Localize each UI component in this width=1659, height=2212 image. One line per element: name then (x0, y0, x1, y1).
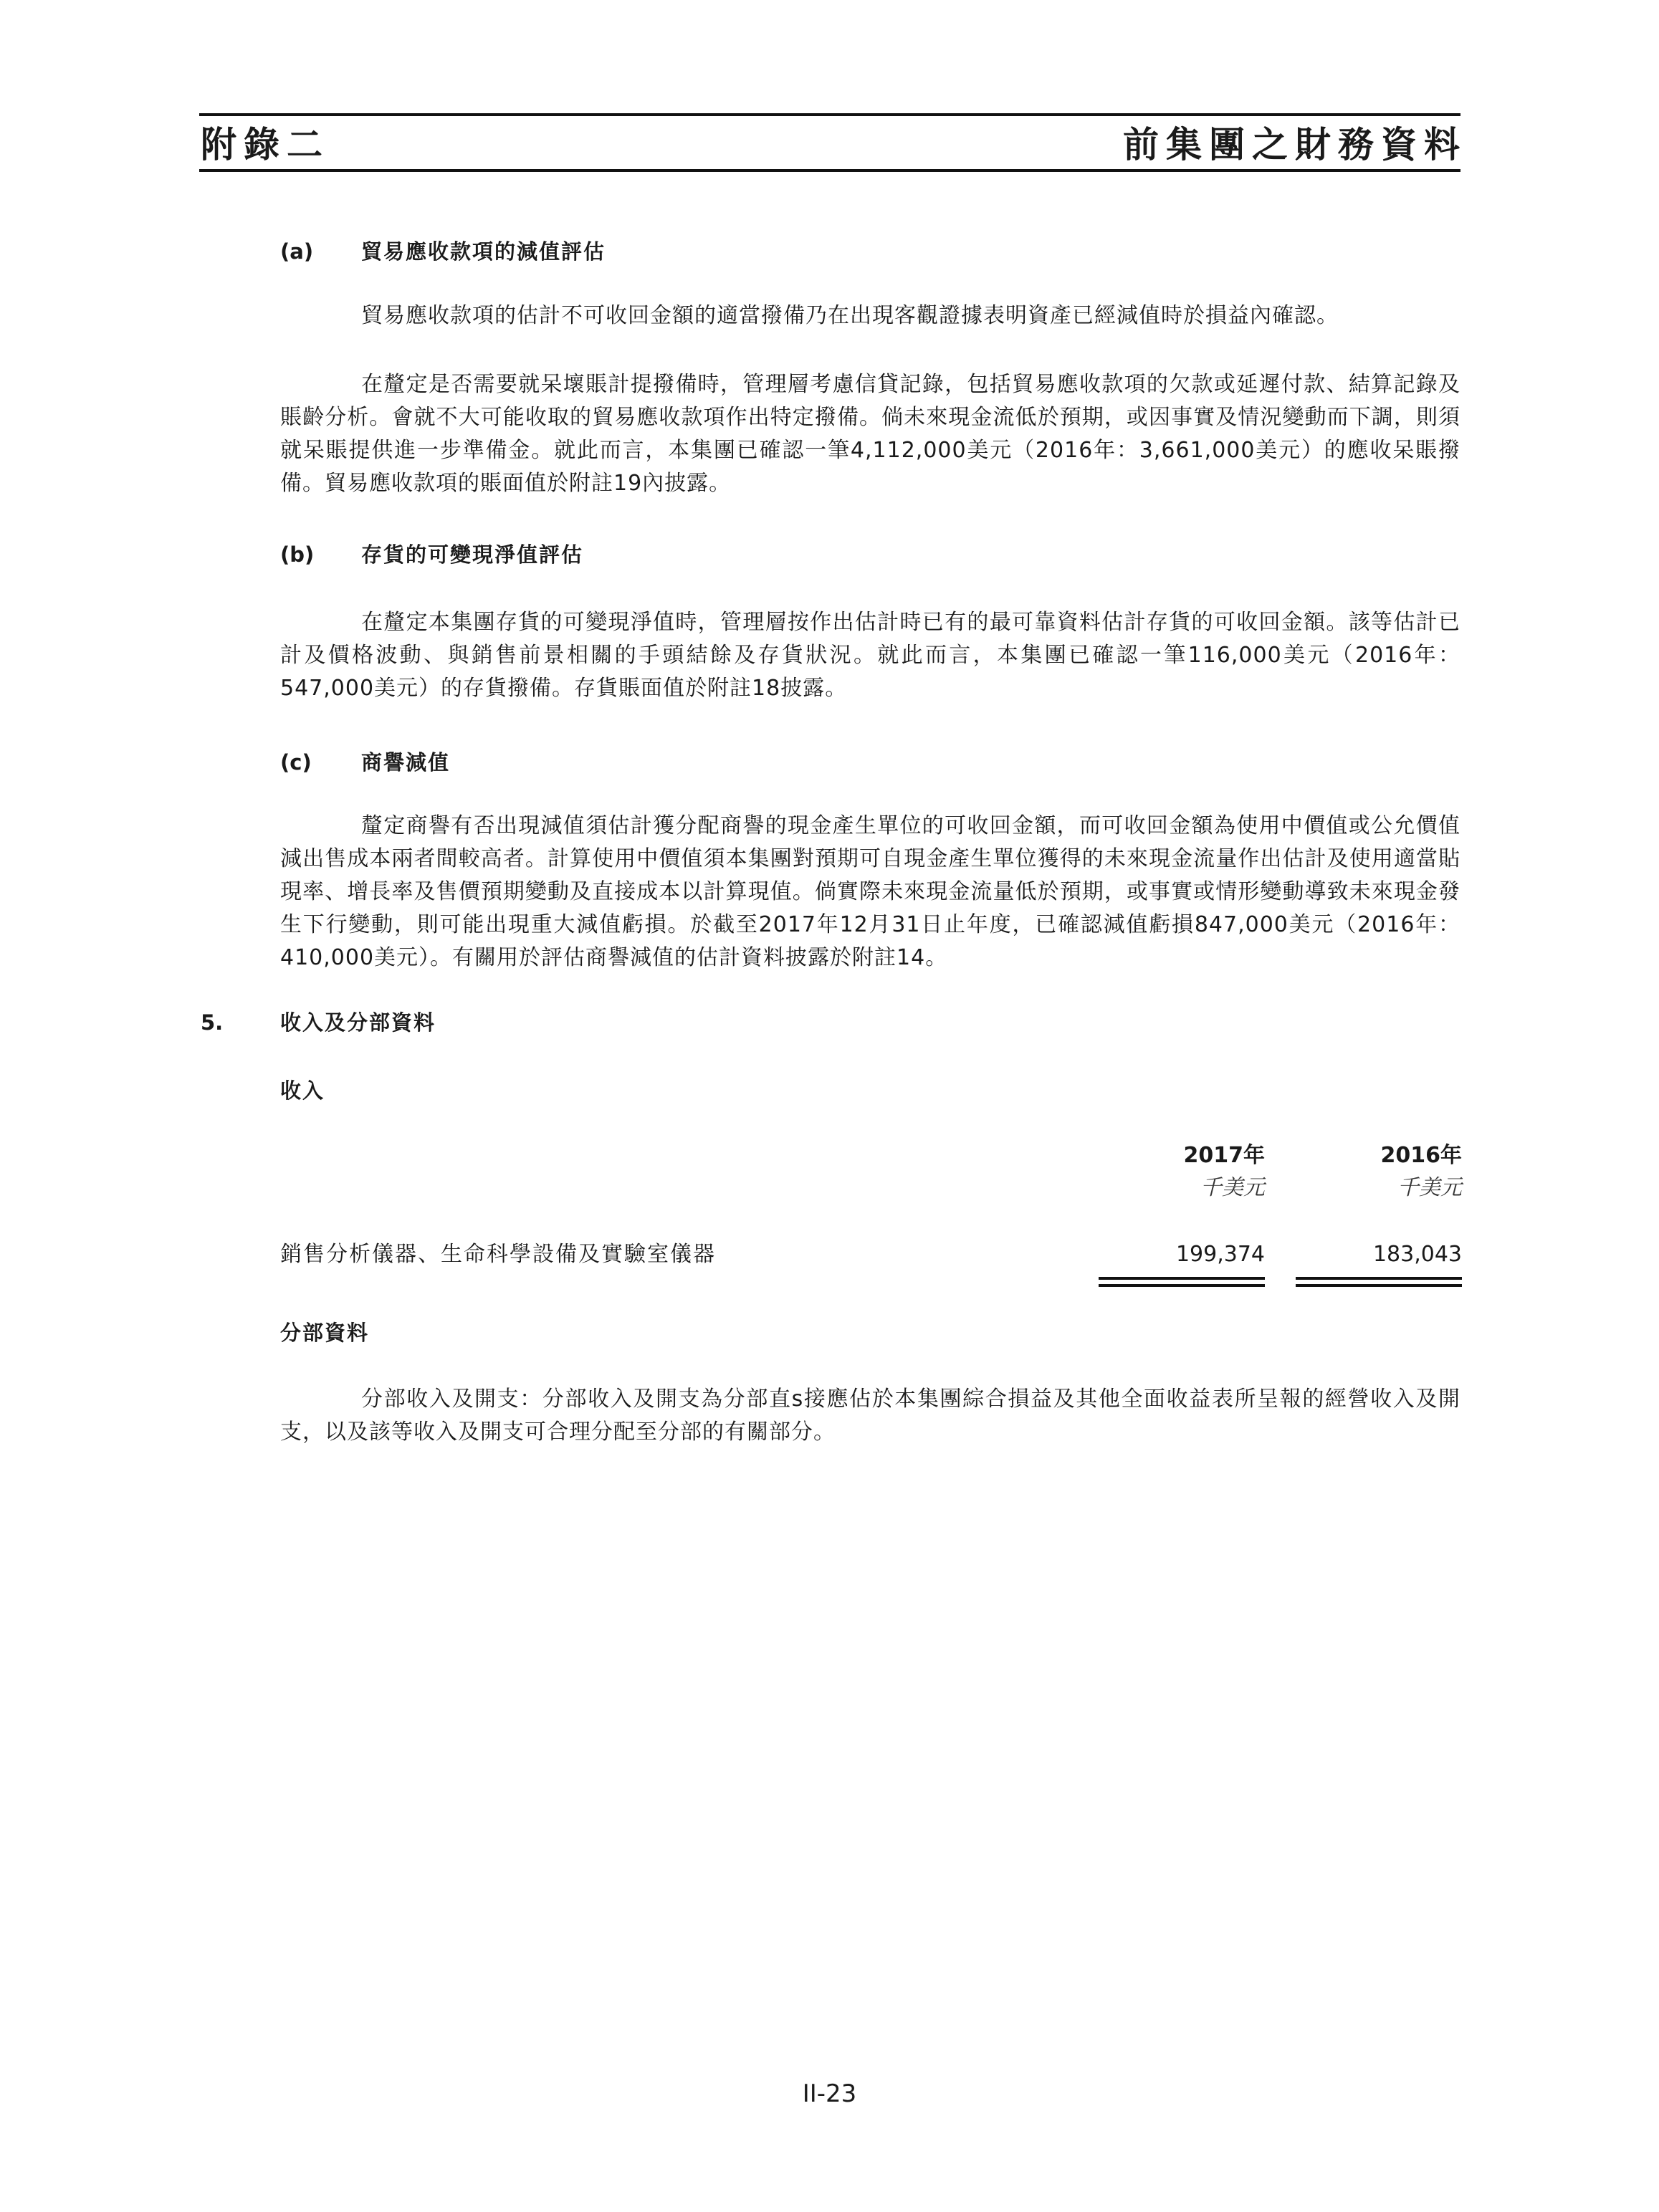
section-a-title: 貿易應收款項的減值評估 (361, 239, 606, 264)
header-section-title: 前集團之財務資料 (1123, 124, 1467, 166)
section-c-paragraph-1 (280, 810, 1460, 975)
table-value-2017: 199,374 (1175, 1242, 1265, 1267)
table-unit-2017: 千美元 (1200, 1175, 1265, 1200)
section-a-paragraph-1 (280, 300, 1460, 332)
segment-para-text: 分部收入及開支：分部收入及開支為分部直s接應佔於本集團綜合損益及其他全面收益表所呈報的經營收入及開支，以及該等收入及開支可合理分配至分部的有關部分。 (280, 1387, 1460, 1445)
revenue-heading: 收入 (280, 1078, 325, 1103)
section-5-number: 5. (201, 1010, 224, 1035)
header-appendix-title: 附錄二 (201, 124, 330, 166)
section-c-title: 商譽減值 (361, 750, 451, 775)
table-double-rule-2016-b (1296, 1284, 1462, 1287)
section-a-para2-text: 在釐定是否需要就呆壞賬計提撥備時，管理層考慮信貸記錄，包括貿易應收款項的欠款或延遲付款、結算記錄及賬齡分析。會就不大可能收取的貿易應收款項作出特定撥備。倘未來現金流低於預期，或因事實及情況變動而下調，則須就呆賬提供進一步準備金。就此而言，本集團已確認一筆4,112,000美元（2016年：3,661,000美元）的應收呆賬撥備。貿易應收款項的賬面值於附註19內披露。 (280, 372, 1460, 496)
table-double-rule-2016-a (1296, 1277, 1462, 1280)
section-a-label: (a) (280, 239, 314, 264)
section-a-para1-text: 貿易應收款項的估計不可收回金額的適當撥備乃在出現客觀證據表明資產已經減值時於損益內確認。 (361, 303, 1339, 328)
section-c-para1-text: 釐定商譽有否出現減值須估計獲分配商譽的現金產生單位的可收回金額，而可收回金額為使用中價值或公允價值減出售成本兩者間較高者。計算使用中價值須本集團對預期可自現金產生單位獲得的未來現金流量作出估計及使用適當貼現率、增長率及售價預期變動及直接成本以計算現值。倘實際未來現金流量低於預期，或事實或情形變動導致未來現金發生下行變動，則可能出現重大減值虧損。於截至2017年12月31日止年度，已確認減值虧損847,000美元（2016年：410,000美元）。有關用於評估商譽減值的估計資料披露於附註14。 (280, 813, 1460, 970)
section-b-paragraph-1 (280, 606, 1460, 705)
header-top-rule (199, 113, 1460, 116)
segment-heading: 分部資料 (280, 1321, 370, 1345)
table-value-2016: 183,043 (1372, 1242, 1462, 1267)
segment-paragraph (280, 1383, 1460, 1449)
section-b-title: 存貨的可變現淨值評估 (361, 542, 584, 567)
section-b-para1-text: 在釐定本集團存貨的可變現淨值時，管理層按作出估計時已有的最可靠資料估計存貨的可收回金額。該等估計已計及價格波動、與銷售前景相關的手頭結餘及存貨狀況。就此而言，本集團已確認一筆116,000美元（2016年：547,000美元）的存貨撥備。存貨賬面值於附註18披露。 (280, 610, 1460, 701)
table-unit-2016: 千美元 (1397, 1175, 1462, 1200)
table-header-2016: 2016年 (1380, 1143, 1462, 1168)
table-double-rule-2017-a (1099, 1277, 1265, 1280)
table-row-label: 銷售分析儀器、生命科學設備及實驗室儀器 (280, 1242, 716, 1267)
section-5-title: 收入及分部資料 (280, 1010, 436, 1035)
table-header-2017: 2017年 (1183, 1143, 1265, 1168)
header-bottom-rule (199, 169, 1460, 172)
section-a-paragraph-2 (280, 368, 1460, 500)
section-c-label: (c) (280, 750, 312, 775)
page-number: II-23 (802, 2079, 857, 2108)
section-b-label: (b) (280, 542, 315, 567)
table-double-rule-2017-b (1099, 1284, 1265, 1287)
